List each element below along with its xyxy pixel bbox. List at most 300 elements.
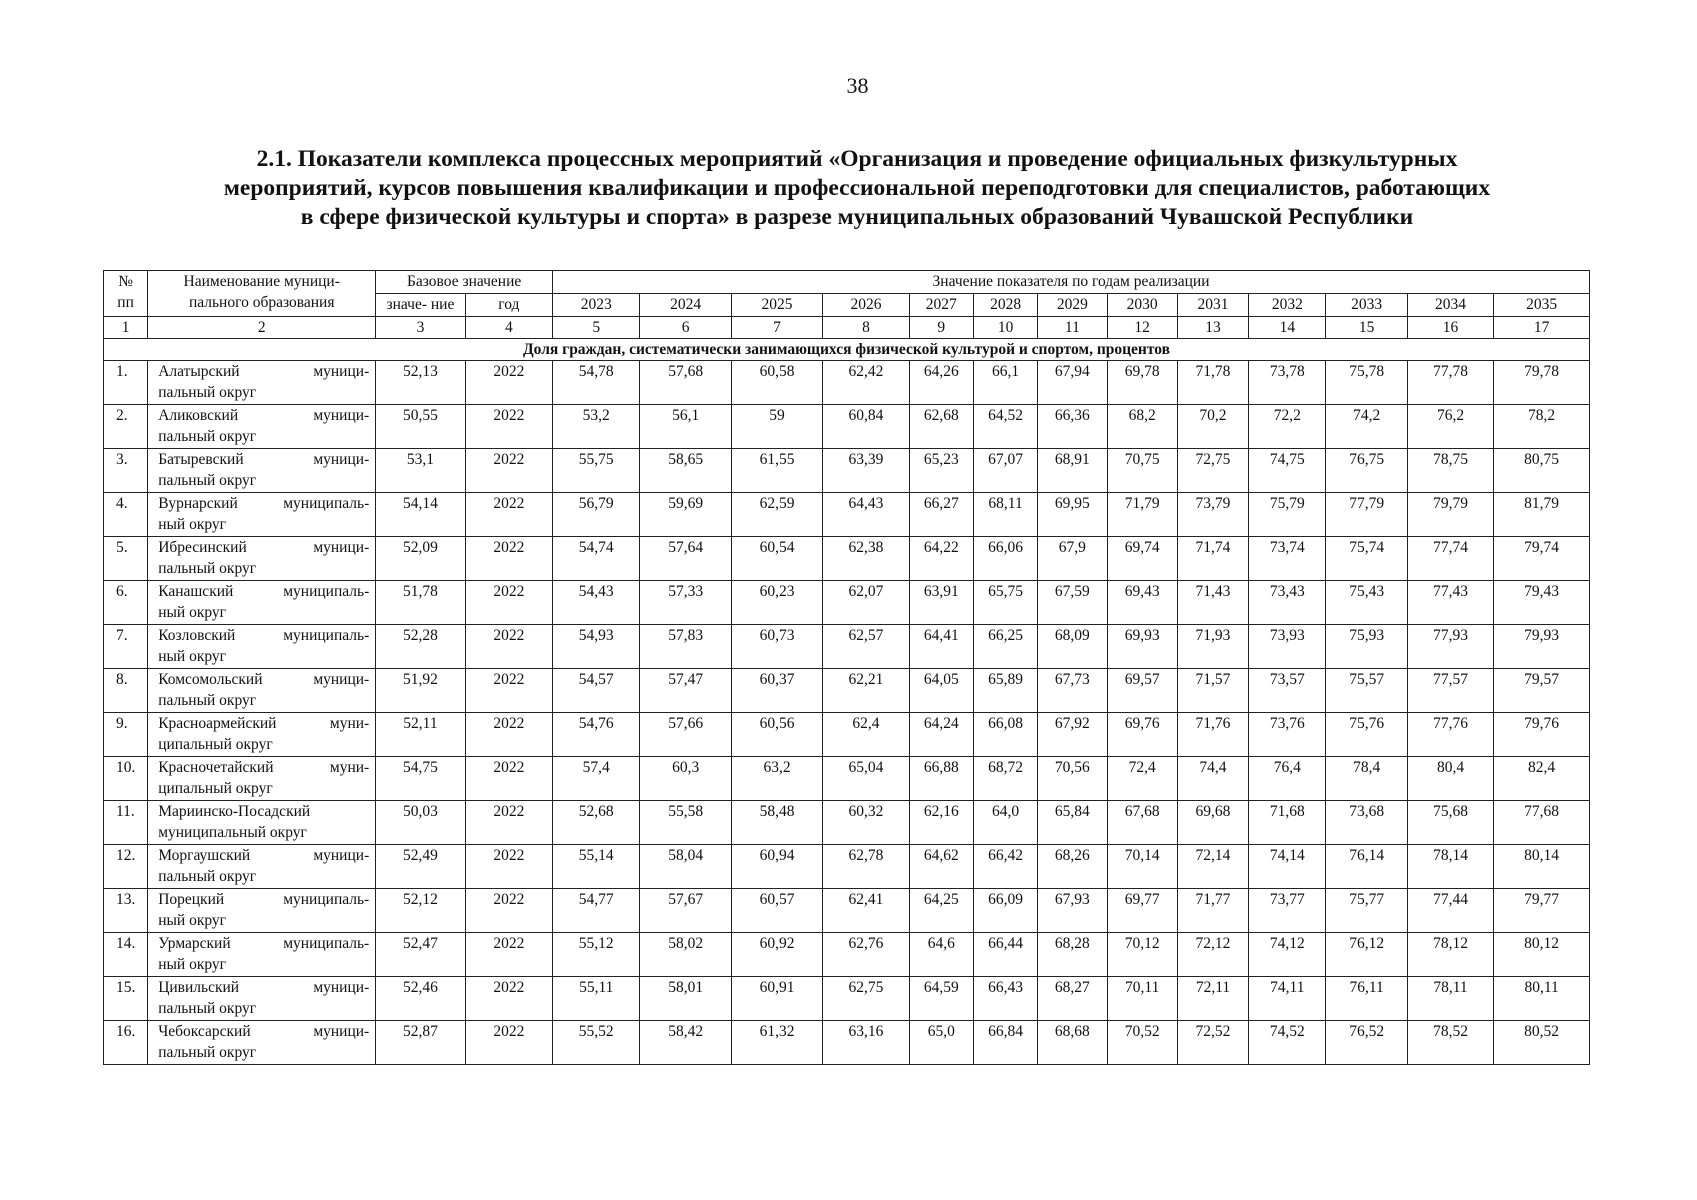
- header-num-line-2: пп: [117, 294, 134, 311]
- municipality-name: [148, 933, 376, 977]
- base-value: 52,49: [376, 845, 465, 889]
- value-2030: 70,52: [1107, 1021, 1177, 1065]
- value-2029: 67,93: [1038, 889, 1107, 933]
- base-value: 51,78: [376, 581, 465, 625]
- municipality-name-line-1: Цивильский муници-: [158, 979, 370, 996]
- value-2027: 64,62: [909, 845, 973, 889]
- value-2023: 55,11: [553, 977, 640, 1021]
- municipality-name: [148, 405, 376, 449]
- value-2032: 73,76: [1249, 713, 1326, 757]
- base-year: 2022: [465, 581, 552, 625]
- municipality-name-line-2: ный округ: [158, 648, 226, 665]
- value-2031: 71,57: [1177, 669, 1248, 713]
- value-2029: 68,27: [1038, 977, 1107, 1021]
- value-2025: 61,32: [731, 1021, 822, 1065]
- value-2029: 68,09: [1038, 625, 1107, 669]
- municipality-name-line-1: Ибресинский муници-: [158, 539, 370, 556]
- base-value: 52,12: [376, 889, 465, 933]
- value-2029: 67,59: [1038, 581, 1107, 625]
- value-2029: 67,94: [1038, 361, 1107, 405]
- table-row: [104, 845, 1590, 889]
- municipality-name-line-1: Канашский муниципаль-: [158, 583, 370, 600]
- table-row: [104, 757, 1590, 801]
- value-2029: 67,92: [1038, 713, 1107, 757]
- value-2023: 54,76: [553, 713, 640, 757]
- header-base-year: год: [465, 294, 552, 317]
- value-2030: 72,4: [1107, 757, 1177, 801]
- value-2027: 64,26: [909, 361, 973, 405]
- value-2032: 73,57: [1249, 669, 1326, 713]
- base-year: 2022: [465, 1021, 552, 1065]
- value-2029: 70,56: [1038, 757, 1107, 801]
- value-2028: 64,0: [973, 801, 1037, 845]
- column-number: 6: [640, 317, 731, 339]
- municipality-name: [148, 977, 376, 1021]
- value-2034: 78,14: [1407, 845, 1493, 889]
- value-2025: 60,73: [731, 625, 822, 669]
- value-2023: 54,43: [553, 581, 640, 625]
- column-number: 10: [973, 317, 1037, 339]
- value-2033: 75,78: [1326, 361, 1407, 405]
- value-2031: 74,4: [1177, 757, 1248, 801]
- base-year: 2022: [465, 449, 552, 493]
- value-2031: 72,52: [1177, 1021, 1248, 1065]
- base-year: 2022: [465, 801, 552, 845]
- municipality-name: [148, 889, 376, 933]
- value-2034: 78,12: [1407, 933, 1493, 977]
- value-2029: 67,9: [1038, 537, 1107, 581]
- value-2032: 75,79: [1249, 493, 1326, 537]
- value-2026: 62,76: [823, 933, 909, 977]
- table-row: [104, 1021, 1590, 1065]
- value-2024: 57,67: [640, 889, 731, 933]
- base-value: 51,92: [376, 669, 465, 713]
- header-year-2030: 2030: [1107, 294, 1177, 317]
- value-2027: 66,27: [909, 493, 973, 537]
- value-2024: 58,01: [640, 977, 731, 1021]
- value-2026: 62,21: [823, 669, 909, 713]
- base-year: 2022: [465, 361, 552, 405]
- value-2027: 64,22: [909, 537, 973, 581]
- value-2023: 55,14: [553, 845, 640, 889]
- municipality-name: [148, 801, 376, 845]
- value-2032: 73,78: [1249, 361, 1326, 405]
- value-2034: 78,11: [1407, 977, 1493, 1021]
- value-2027: 65,0: [909, 1021, 973, 1065]
- header-year-2028: 2028: [973, 294, 1037, 317]
- value-2024: 58,04: [640, 845, 731, 889]
- value-2026: 62,07: [823, 581, 909, 625]
- value-2030: 71,79: [1107, 493, 1177, 537]
- row-number: 3.: [104, 449, 148, 493]
- municipality-name-line-2: муниципальный округ: [158, 824, 307, 841]
- value-2033: 74,2: [1326, 405, 1407, 449]
- municipality-name-line-1: Вурнарский муниципаль-: [158, 495, 370, 512]
- value-2024: 57,33: [640, 581, 731, 625]
- value-2024: 58,65: [640, 449, 731, 493]
- base-year: 2022: [465, 625, 552, 669]
- value-2035: 79,77: [1494, 889, 1590, 933]
- header-year-2024: 2024: [640, 294, 731, 317]
- value-2024: 55,58: [640, 801, 731, 845]
- municipality-name-line-1: Моргаушский муници-: [158, 847, 370, 864]
- column-number: 4: [465, 317, 552, 339]
- value-2030: 67,68: [1107, 801, 1177, 845]
- value-2031: 71,93: [1177, 625, 1248, 669]
- base-value: 52,28: [376, 625, 465, 669]
- value-2033: 76,52: [1326, 1021, 1407, 1065]
- value-2030: 69,74: [1107, 537, 1177, 581]
- value-2032: 76,4: [1249, 757, 1326, 801]
- municipality-name-line-2: пальный округ: [158, 560, 257, 577]
- column-number: 9: [909, 317, 973, 339]
- municipality-name: [148, 361, 376, 405]
- value-2031: 71,74: [1177, 537, 1248, 581]
- municipality-name-line-2: пальный округ: [158, 868, 257, 885]
- value-2026: 62,78: [823, 845, 909, 889]
- header-num-line-1: №: [118, 273, 133, 290]
- municipality-name-line-1: Красноармейский муни-: [158, 715, 370, 732]
- municipality-name-line-2: ный округ: [158, 912, 226, 929]
- municipality-name-line-2: ный округ: [158, 604, 226, 621]
- value-2025: 60,54: [731, 537, 822, 581]
- column-number: 5: [553, 317, 640, 339]
- row-number: 15.: [104, 977, 148, 1021]
- table-row: [104, 713, 1590, 757]
- value-2023: 55,12: [553, 933, 640, 977]
- column-number: 1: [104, 317, 148, 339]
- value-2031: 71,78: [1177, 361, 1248, 405]
- value-2028: 66,25: [973, 625, 1037, 669]
- value-2028: 65,89: [973, 669, 1037, 713]
- value-2023: 55,75: [553, 449, 640, 493]
- value-2026: 63,39: [823, 449, 909, 493]
- value-2030: 69,78: [1107, 361, 1177, 405]
- header-year-2035: 2035: [1494, 294, 1590, 317]
- row-number: 11.: [104, 801, 148, 845]
- value-2035: 80,11: [1494, 977, 1590, 1021]
- column-number: 17: [1494, 317, 1590, 339]
- indicators-table: [103, 270, 1590, 1065]
- value-2032: 74,52: [1249, 1021, 1326, 1065]
- table-row: [104, 625, 1590, 669]
- value-2032: 73,74: [1249, 537, 1326, 581]
- municipality-name-line-2: пальный округ: [158, 384, 257, 401]
- table-row: [104, 405, 1590, 449]
- value-2028: 66,08: [973, 713, 1037, 757]
- value-2027: 66,88: [909, 757, 973, 801]
- municipality-name-line-2: ный округ: [158, 516, 226, 533]
- value-2023: 54,77: [553, 889, 640, 933]
- municipality-name-line-1: Урмарский муниципаль-: [158, 935, 370, 952]
- value-2033: 75,43: [1326, 581, 1407, 625]
- base-value: 54,75: [376, 757, 465, 801]
- row-number: 16.: [104, 1021, 148, 1065]
- value-2028: 65,75: [973, 581, 1037, 625]
- value-2026: 60,84: [823, 405, 909, 449]
- value-2023: 56,79: [553, 493, 640, 537]
- value-2023: 54,74: [553, 537, 640, 581]
- title-line-3: в сфере физической культуры и спорта» в разрезе муниципальных образований Чувашской Республики: [300, 204, 1414, 230]
- value-2028: 64,52: [973, 405, 1037, 449]
- value-2032: 73,93: [1249, 625, 1326, 669]
- municipality-name-line-2: ный округ: [158, 956, 226, 973]
- municipality-name-line-2: пальный округ: [158, 472, 257, 489]
- value-2032: 74,75: [1249, 449, 1326, 493]
- value-2025: 59: [731, 405, 822, 449]
- value-2031: 71,77: [1177, 889, 1248, 933]
- municipality-name-line-1: Мариинско-Посадский: [158, 803, 311, 820]
- value-2024: 57,64: [640, 537, 731, 581]
- header-year-2026: 2026: [823, 294, 909, 317]
- column-number: 15: [1326, 317, 1407, 339]
- value-2030: 70,11: [1107, 977, 1177, 1021]
- header-years-title: Значение показателя по годам реализации: [553, 271, 1590, 294]
- column-number: 2: [148, 317, 376, 339]
- value-2035: 78,2: [1494, 405, 1590, 449]
- value-2026: 62,57: [823, 625, 909, 669]
- value-2031: 72,11: [1177, 977, 1248, 1021]
- value-2030: 70,14: [1107, 845, 1177, 889]
- value-2034: 79,79: [1407, 493, 1493, 537]
- value-2035: 79,57: [1494, 669, 1590, 713]
- header-year-2023: 2023: [553, 294, 640, 317]
- value-2024: 57,83: [640, 625, 731, 669]
- header-num: [104, 271, 148, 317]
- value-2030: 68,2: [1107, 405, 1177, 449]
- row-number: 12.: [104, 845, 148, 889]
- header-name: Наименование муници- пального образования: [148, 271, 376, 317]
- base-year: 2022: [465, 889, 552, 933]
- header-base-value: значе- ние: [376, 294, 465, 317]
- value-2027: 62,16: [909, 801, 973, 845]
- value-2031: 72,75: [1177, 449, 1248, 493]
- value-2033: 75,76: [1326, 713, 1407, 757]
- value-2030: 69,43: [1107, 581, 1177, 625]
- value-2033: 78,4: [1326, 757, 1407, 801]
- row-number: 14.: [104, 933, 148, 977]
- value-2029: 68,26: [1038, 845, 1107, 889]
- header-year-2029: 2029: [1038, 294, 1107, 317]
- base-year: 2022: [465, 405, 552, 449]
- column-number: 12: [1107, 317, 1177, 339]
- value-2025: 61,55: [731, 449, 822, 493]
- base-year: 2022: [465, 669, 552, 713]
- value-2028: 66,1: [973, 361, 1037, 405]
- value-2028: 66,43: [973, 977, 1037, 1021]
- header-year-2031: 2031: [1177, 294, 1248, 317]
- row-number: 4.: [104, 493, 148, 537]
- value-2024: 57,68: [640, 361, 731, 405]
- value-2032: 74,12: [1249, 933, 1326, 977]
- value-2024: 56,1: [640, 405, 731, 449]
- value-2035: 77,68: [1494, 801, 1590, 845]
- value-2035: 79,78: [1494, 361, 1590, 405]
- table-row: [104, 933, 1590, 977]
- value-2034: 78,52: [1407, 1021, 1493, 1065]
- value-2033: 75,57: [1326, 669, 1407, 713]
- value-2031: 70,2: [1177, 405, 1248, 449]
- column-number: 16: [1407, 317, 1493, 339]
- value-2034: 77,57: [1407, 669, 1493, 713]
- value-2033: 76,14: [1326, 845, 1407, 889]
- value-2025: 60,23: [731, 581, 822, 625]
- municipality-name-line-1: Алатырский муници-: [158, 363, 370, 380]
- base-value: 52,13: [376, 361, 465, 405]
- municipality-name-line-1: Комсомольский муници-: [158, 671, 370, 688]
- header-year-2032: 2032: [1249, 294, 1326, 317]
- value-2030: 69,76: [1107, 713, 1177, 757]
- value-2024: 57,66: [640, 713, 731, 757]
- base-value: 52,09: [376, 537, 465, 581]
- value-2033: 76,75: [1326, 449, 1407, 493]
- municipality-name: [148, 845, 376, 889]
- value-2031: 71,43: [1177, 581, 1248, 625]
- value-2026: 62,75: [823, 977, 909, 1021]
- value-2026: 62,41: [823, 889, 909, 933]
- value-2023: 52,68: [553, 801, 640, 845]
- value-2030: 69,57: [1107, 669, 1177, 713]
- value-2025: 60,57: [731, 889, 822, 933]
- value-2024: 57,47: [640, 669, 731, 713]
- municipality-name-line-1: Красночетайский муни-: [158, 759, 370, 776]
- value-2027: 64,05: [909, 669, 973, 713]
- value-2030: 70,75: [1107, 449, 1177, 493]
- table-row: [104, 361, 1590, 405]
- base-year: 2022: [465, 493, 552, 537]
- municipality-name: [148, 581, 376, 625]
- value-2027: 64,41: [909, 625, 973, 669]
- base-value: 50,03: [376, 801, 465, 845]
- page-number: 38: [846, 73, 869, 98]
- value-2034: 76,2: [1407, 405, 1493, 449]
- row-number: 10.: [104, 757, 148, 801]
- value-2025: 60,37: [731, 669, 822, 713]
- base-value: 52,11: [376, 713, 465, 757]
- table-row: [104, 581, 1590, 625]
- municipality-name: [148, 625, 376, 669]
- value-2026: 63,16: [823, 1021, 909, 1065]
- base-value: 54,14: [376, 493, 465, 537]
- value-2026: 62,38: [823, 537, 909, 581]
- municipality-name-line-1: Чебоксарский муници-: [158, 1023, 370, 1040]
- page-title: [120, 145, 1594, 232]
- base-value: 52,87: [376, 1021, 465, 1065]
- row-number: 5.: [104, 537, 148, 581]
- row-number: 7.: [104, 625, 148, 669]
- value-2031: 71,76: [1177, 713, 1248, 757]
- value-2029: 65,84: [1038, 801, 1107, 845]
- value-2028: 66,44: [973, 933, 1037, 977]
- value-2034: 75,68: [1407, 801, 1493, 845]
- header-base: Базовое значение: [376, 271, 553, 294]
- value-2027: 62,68: [909, 405, 973, 449]
- municipality-name: [148, 669, 376, 713]
- value-2027: 64,59: [909, 977, 973, 1021]
- value-2025: 62,59: [731, 493, 822, 537]
- value-2029: 66,36: [1038, 405, 1107, 449]
- value-2027: 63,91: [909, 581, 973, 625]
- column-number: 8: [823, 317, 909, 339]
- table-row: [104, 449, 1590, 493]
- value-2029: 67,73: [1038, 669, 1107, 713]
- value-2030: 69,77: [1107, 889, 1177, 933]
- municipality-name: [148, 493, 376, 537]
- value-2029: 68,91: [1038, 449, 1107, 493]
- base-year: 2022: [465, 537, 552, 581]
- value-2032: 74,14: [1249, 845, 1326, 889]
- base-value: 53,1: [376, 449, 465, 493]
- value-2033: 75,74: [1326, 537, 1407, 581]
- value-2033: 75,77: [1326, 889, 1407, 933]
- row-number: 8.: [104, 669, 148, 713]
- municipality-name: [148, 449, 376, 493]
- value-2025: 60,56: [731, 713, 822, 757]
- value-2035: 79,76: [1494, 713, 1590, 757]
- table-row: [104, 669, 1590, 713]
- municipality-name-line-2: пальный округ: [158, 428, 257, 445]
- value-2024: 58,42: [640, 1021, 731, 1065]
- header-year-2025: 2025: [731, 294, 822, 317]
- base-year: 2022: [465, 977, 552, 1021]
- value-2033: 73,68: [1326, 801, 1407, 845]
- value-2031: 69,68: [1177, 801, 1248, 845]
- value-2029: 68,68: [1038, 1021, 1107, 1065]
- column-number: 11: [1038, 317, 1107, 339]
- value-2032: 73,77: [1249, 889, 1326, 933]
- value-2035: 80,14: [1494, 845, 1590, 889]
- header-year-2034: 2034: [1407, 294, 1493, 317]
- value-2023: 54,93: [553, 625, 640, 669]
- value-2026: 62,42: [823, 361, 909, 405]
- value-2027: 64,6: [909, 933, 973, 977]
- header-year-2027: 2027: [909, 294, 973, 317]
- value-2028: 67,07: [973, 449, 1037, 493]
- value-2033: 76,11: [1326, 977, 1407, 1021]
- municipality-name: [148, 537, 376, 581]
- value-2031: 72,14: [1177, 845, 1248, 889]
- row-number: 2.: [104, 405, 148, 449]
- value-2034: 77,44: [1407, 889, 1493, 933]
- value-2028: 66,84: [973, 1021, 1037, 1065]
- value-2024: 58,02: [640, 933, 731, 977]
- value-2035: 81,79: [1494, 493, 1590, 537]
- row-number: 9.: [104, 713, 148, 757]
- base-year: 2022: [465, 713, 552, 757]
- value-2029: 68,28: [1038, 933, 1107, 977]
- value-2034: 77,78: [1407, 361, 1493, 405]
- column-number: 3: [376, 317, 465, 339]
- value-2027: 64,24: [909, 713, 973, 757]
- value-2027: 64,25: [909, 889, 973, 933]
- value-2025: 60,94: [731, 845, 822, 889]
- value-2034: 77,74: [1407, 537, 1493, 581]
- value-2027: 65,23: [909, 449, 973, 493]
- value-2032: 72,2: [1249, 405, 1326, 449]
- value-2024: 60,3: [640, 757, 731, 801]
- value-2035: 79,74: [1494, 537, 1590, 581]
- section-title: Доля граждан, систематически занимающихся физической культурой и спортом, процентов: [104, 339, 1590, 361]
- municipality-name: [148, 713, 376, 757]
- value-2025: 63,2: [731, 757, 822, 801]
- value-2033: 75,93: [1326, 625, 1407, 669]
- municipality-name-line-2: пальный округ: [158, 1000, 257, 1017]
- value-2032: 74,11: [1249, 977, 1326, 1021]
- base-value: 52,47: [376, 933, 465, 977]
- value-2026: 62,4: [823, 713, 909, 757]
- value-2034: 78,75: [1407, 449, 1493, 493]
- municipality-name-line-2: пальный округ: [158, 1044, 257, 1061]
